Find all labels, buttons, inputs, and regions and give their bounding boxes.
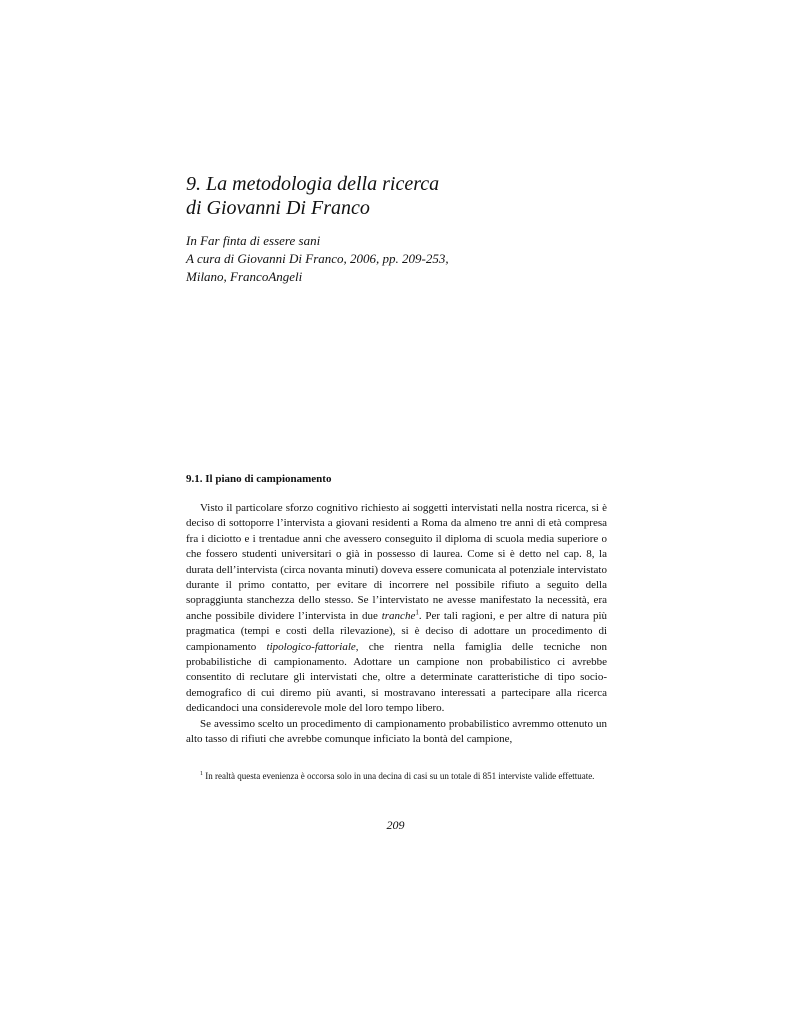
source-line-3: Milano, FrancoAngeli: [186, 269, 303, 284]
source-line-2: A cura di Giovanni Di Franco, 2006, pp. 209-253,: [186, 251, 449, 266]
source-citation: [186, 232, 449, 286]
tipologico-term: tipologico-fattoriale: [266, 640, 356, 653]
footnote-mark: 1: [200, 771, 203, 777]
footnote-reference[interactable]: 1: [415, 608, 419, 617]
paragraph-1: [186, 501, 607, 717]
tranche-term: tranche: [381, 609, 416, 622]
page-number: 209: [386, 818, 405, 832]
chapter-title-line-1: 9. La metodologia della ricerca: [186, 173, 440, 195]
footnote-text: In realtà questa evenienza è occorsa solo in una decina di casi su un totale di 851 interviste valide effettuate.: [205, 771, 595, 781]
section-heading: 9.1. Il piano di campionamento: [186, 473, 332, 485]
chapter-title: [186, 172, 439, 220]
paragraph-1-part-b: . Per tali ragioni, e per altre di natura più pragmatica (tempi e costi della rilevazione), si è deciso di adottare un procedimento di campionamento: [186, 609, 608, 653]
source-line-1: In Far finta di essere sani: [186, 233, 321, 248]
chapter-title-line-2: di Giovanni Di Franco: [186, 197, 370, 219]
body-text: [186, 501, 607, 748]
paragraph-1-part-c: , che rientra nella famiglia delle tecniche non probabilistiche di campionamento. Adottare un campione non probabilistico ci avrebbe consentito di reclutare gli intervistati che, oltre a determinate caratteristiche di tipo socio-demografico di cui diremo più avanti, si mostravano interessati a partecipare alla ricerca dedicandoci una considerevole mole del loro tempo libero.: [186, 640, 607, 715]
paragraph-1-part-a: Visto il particolare sforzo cognitivo richiesto ai soggetti intervistati nella nostra ricerca, si è deciso di sottoporre l’intervista a giovani residenti a Roma da almeno tre anni di età compresa fra i diciotto e i trentadue anni che avessero conseguito il diploma di scuola media superiore o che fossero studenti universitari o già in possesso di laurea. Come si è detto nel cap. 8, la durata dell’intervista (circa novanta minuti) doveva essere comunicata al potenziale intervistato durante il primo contatto, per evitare di incorrere nel possibile rifiuto a seguito della sopraggiunta stanchezza dello stesso. Se l’intervistato ne avesse manifestato la necessità, era anche possibile dividere l’intervista in due: [186, 502, 607, 622]
footnote: [186, 770, 607, 783]
paragraph-2: Se avessimo scelto un procedimento di campionamento probabilistico avremmo ottenuto un alto tasso di rifiuti che avrebbe comunque inficiato la bontà del campione,: [186, 717, 607, 746]
